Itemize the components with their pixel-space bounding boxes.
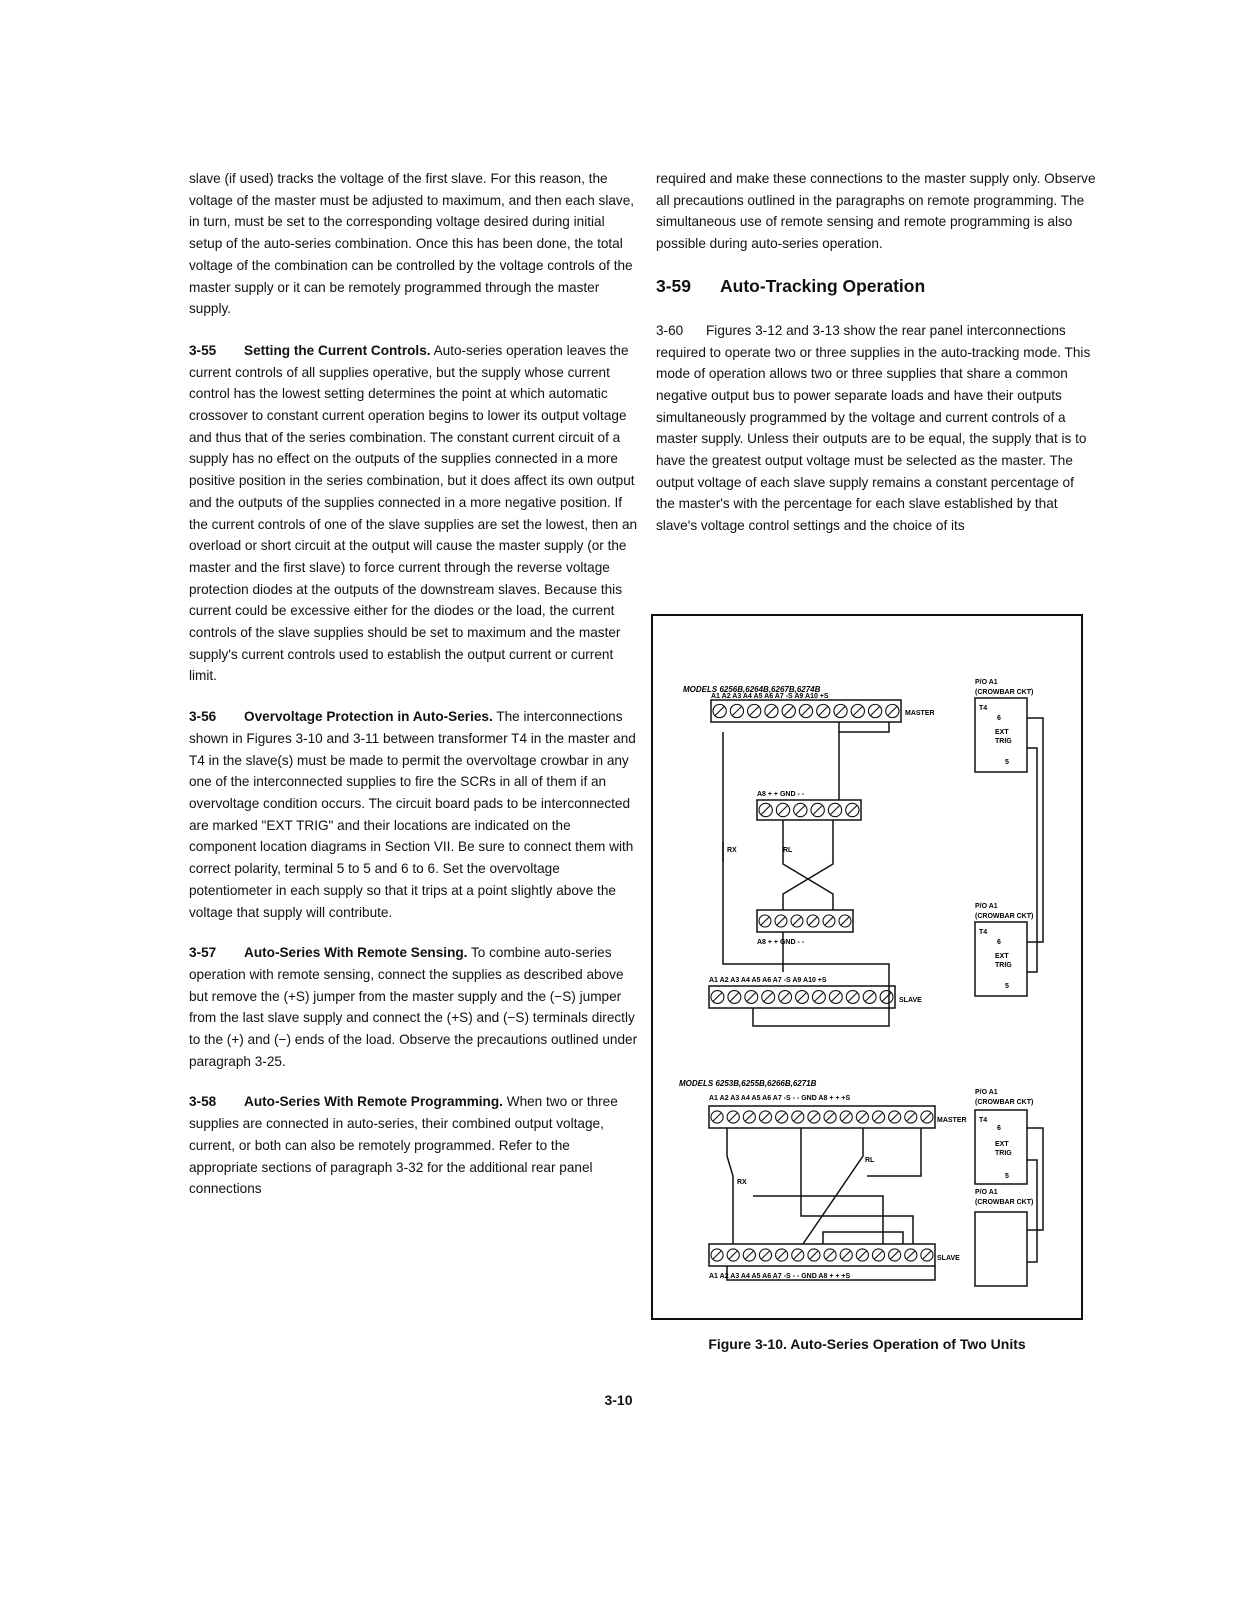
t4-label-2: T4 <box>979 929 988 936</box>
slave-label: SLAVE <box>899 997 922 1004</box>
terminal-screw-slot <box>810 1251 819 1260</box>
trig-label-3: TRIG <box>995 1150 1012 1157</box>
crowbar-label: (CROWBAR CKT) <box>975 689 1034 696</box>
terminal-screw-slot <box>747 992 756 1001</box>
bottom-rl-label: RL <box>865 1157 875 1164</box>
paragraph-3-55 <box>189 340 641 687</box>
ext-label-2: EXT <box>995 953 1009 960</box>
terminal-screw-slot <box>826 1251 835 1260</box>
paragraph-number: 3-58 <box>189 1094 217 1110</box>
paragraph-title: Auto-Series With Remote Programming. <box>244 1094 503 1110</box>
terminal-six-label-3: 6 <box>997 1125 1001 1132</box>
crowbar-label-4: (CROWBAR CKT) <box>975 1199 1034 1206</box>
terminal-screw-slot <box>713 1251 722 1260</box>
terminal-five-label-3: 5 <box>1005 1173 1009 1180</box>
terminal-screw-slot <box>729 1251 738 1260</box>
terminal-screw-slot <box>794 1113 803 1122</box>
paragraph-text: Figures 3-12 and 3-13 show the rear panel interconnections required to operate two or three supplies in the auto-tracking mode. This mode of operation allows two or three supplies that share a common negative output bus to power separate loads and have their outputs simultaneously programmed by the voltage and current controls of a master supply. Unless their outputs are to be equal, the supply that is to have the greatest output voltage must be selected as the master. The output voltage of each slave supply remains a constant percentage of the master's with the percentage for each slave established by that slave's voltage control settings and the choice of its <box>656 322 1091 534</box>
paragraph-text: Auto-series operation leaves the current controls of all supplies operative, but the supply whose current control has the lowest setting determines the point at which automatic crossover to constant current operation begins to lower its output voltage and thus that of the series combination. The constant current circuit of a supply has no effect on the outputs of the supplies connected in a more positive position in the series combination, but it does affect its own output and the outputs of the supplies connected in a more negative position. If the current controls of one of the slave supplies are set the lowest, then an overload or short circuit at the output will cause the master supply (or the master and the first slave) to force current through the reverse voltage protection diodes at the outputs of the downstream slaves. Because this current could be excessive either for the diodes or the load, the current controls of the slave supplies should be set to maximum and the master supply's current controls used to establish the output current or current limit. <box>189 342 638 684</box>
terminal-screw-slot <box>801 706 810 715</box>
terminal-screw-slot <box>848 805 857 814</box>
ext-label-3: EXT <box>995 1141 1009 1148</box>
t4-label-3: T4 <box>979 1117 988 1124</box>
terminal-screw-slot <box>874 1113 883 1122</box>
terminal-screw-slot <box>870 706 879 715</box>
terminal-screw-slot <box>858 1251 867 1260</box>
crowbar-label-2: (CROWBAR CKT) <box>975 913 1034 920</box>
terminal-screw-slot <box>761 917 769 925</box>
terminal-screw-slot <box>825 917 833 925</box>
slave-top-terminal-labels: A1 A2 A3 A4 A5 A6 A7 -S A9 A10 +S <box>709 977 827 984</box>
paragraph-3-60 <box>656 320 1096 537</box>
terminal-screw-slot <box>830 805 839 814</box>
left-column <box>189 168 641 1219</box>
terminal-five-label: 5 <box>1005 759 1009 766</box>
terminal-screw-slot <box>841 917 849 925</box>
paragraph-3-58 <box>189 1091 641 1200</box>
terminal-six-label: 6 <box>997 715 1001 722</box>
terminal-screw-slot <box>813 805 822 814</box>
mid-upper-terminal-labels: A8 + + GND - - <box>757 791 805 798</box>
terminal-screw-slot <box>923 1251 932 1260</box>
page-number: 3-10 <box>604 1392 633 1408</box>
crowbar-box-slave-bottom <box>975 1212 1027 1286</box>
paragraph-3-56 <box>189 706 641 923</box>
paragraph-title: Setting the Current Controls. <box>244 342 431 358</box>
terminal-screw-slot <box>784 706 793 715</box>
rl-label: RL <box>783 847 793 854</box>
terminal-screw-slot <box>732 706 741 715</box>
po-a1-label-3: P/O A1 <box>975 1089 998 1096</box>
bottom-models-label: MODELS 6253B,6255B,6266B,6271B <box>679 1079 817 1088</box>
right-column <box>656 168 1096 556</box>
terminal-screw-slot <box>761 1251 770 1260</box>
paragraph-number: 3-57 <box>189 945 217 961</box>
terminal-screw-slot <box>858 1113 867 1122</box>
terminal-screw-slot <box>730 992 739 1001</box>
terminal-screw-slot <box>874 1251 883 1260</box>
terminal-screw-slot <box>842 1113 851 1122</box>
terminal-screw-slot <box>865 992 874 1001</box>
trig-label: TRIG <box>995 738 1012 745</box>
section-number: 3-59 <box>656 275 692 296</box>
terminal-screw-slot <box>796 805 805 814</box>
terminal-screw-slot <box>923 1113 932 1122</box>
terminal-screw-slot <box>777 1113 785 1122</box>
paragraph-3-57 <box>189 942 641 1072</box>
terminal-screw-slot <box>745 1251 754 1260</box>
terminal-screw-slot <box>777 917 785 925</box>
terminal-screw-slot <box>848 992 857 1001</box>
po-a1-label-4: P/O A1 <box>975 1189 998 1196</box>
terminal-six-label-2: 6 <box>997 939 1001 946</box>
terminal-screw-slot <box>781 992 790 1001</box>
left-intro-paragraph: slave (if used) tracks the voltage of the first slave. For this reason, the voltage of the master must be adjusted to maximum, and then each slave, in turn, must be set to the corresponding voltage desired during initial setup of the auto-series combination. Once this has been done, the total voltage of the combination can be controlled by the voltage controls of the master supply or it can be remotely programmed through the master supply. <box>189 171 635 317</box>
bottom-slave-terminal-labels: A1 A2 A3 A4 A5 A6 A7 -S - - GND A8 + + +S <box>709 1273 851 1280</box>
terminal-screw-slot <box>831 992 840 1001</box>
terminal-screw-slot <box>713 992 722 1001</box>
terminal-screw-slot <box>890 1113 899 1122</box>
bottom-master-terminal-labels: A1 A2 A3 A4 A5 A6 A7 -S - - GND A8 + + +S <box>709 1095 851 1102</box>
terminal-screw-slot <box>750 706 759 715</box>
t4-label: T4 <box>979 705 988 712</box>
terminal-screw-slot <box>907 1251 916 1260</box>
terminal-screw-slot <box>842 1251 851 1260</box>
terminal-screw-slot <box>764 992 773 1001</box>
po-a1-label: P/O A1 <box>975 679 998 686</box>
terminal-screw-slot <box>907 1113 916 1122</box>
terminal-screw-slot <box>794 1251 803 1260</box>
paragraph-number: 3-60 <box>656 322 684 338</box>
terminal-screw-slot <box>767 706 776 715</box>
bottom-master-label: MASTER <box>937 1117 967 1124</box>
terminal-screw-slot <box>810 1113 819 1122</box>
terminal-screw-slot <box>793 917 801 925</box>
terminal-screw-slot <box>890 1251 899 1260</box>
figure-caption: Figure 3-10. Auto-Series Operation of Two Units <box>708 1336 1026 1352</box>
paragraph-text: To combine auto-series operation with remote sensing, connect the supplies as described above but remove the (+S) jumper from the master supply and the (−S) jumper from the last slave supply and connect the (+S) and (−S) terminals directly to the (+) and (−) ends of the load. Observe the precautions outlined under paragraph 3-25. <box>189 945 638 1069</box>
terminal-screw-slot <box>715 706 724 715</box>
wiring-diagram <box>653 616 1081 1318</box>
paragraph-number: 3-56 <box>189 709 217 725</box>
terminal-screw-slot <box>819 706 828 715</box>
terminal-screw-slot <box>761 1113 770 1122</box>
terminal-screw-slot <box>888 706 897 715</box>
terminal-five-label-2: 5 <box>1005 983 1009 990</box>
paragraph-text: The interconnections shown in Figures 3-10 and 3-11 between transformer T4 in the master and T4 in the slave(s) must be made to permit the overvoltage crowbar in any one of the interconnected supplies to fire the SCRs in all of them if an overvoltage condition occurs. The circuit board pads to be interconnected are marked "EXT TRIG" and their locations are indicated on the component location diagrams in Section VII. Be sure to connect them with correct polarity, terminal 5 to 5 and 6 to 6. Set the overvoltage potentiometer in each supply so that it trips at a point slightly above the voltage that supply will contribute. <box>189 709 636 920</box>
terminal-screw-slot <box>729 1113 738 1122</box>
master-label: MASTER <box>905 710 935 717</box>
bottom-slave-label: SLAVE <box>937 1255 960 1262</box>
terminal-screw-slot <box>777 1251 785 1260</box>
paragraph-number: 3-55 <box>189 342 217 358</box>
top-models-label: MODELS 6256B,6264B,6267B,6274B <box>683 685 821 694</box>
section-title: Auto-Tracking Operation <box>720 275 926 296</box>
mid-lower-terminal-labels: A8 + + GND - - <box>757 939 805 946</box>
paragraph-text: When two or three supplies are connected in auto-series, their combined output voltage, current, or both can also be remotely programmed. Refer to the appropriate sections of paragraph 3-32 for the additional rear panel connections <box>189 1094 618 1197</box>
terminal-screw-slot <box>809 917 817 925</box>
terminal-screw-slot <box>761 805 770 814</box>
terminal-screw-slot <box>778 805 787 814</box>
paragraph-title: Overvoltage Protection in Auto-Series. <box>244 709 493 725</box>
terminal-screw-slot <box>745 1113 754 1122</box>
ext-label: EXT <box>995 729 1009 736</box>
terminal-screw-slot <box>713 1113 722 1122</box>
section-heading <box>656 273 1096 299</box>
po-a1-label-2: P/O A1 <box>975 903 998 910</box>
terminal-screw-slot <box>797 992 806 1001</box>
trig-label-2: TRIG <box>995 962 1012 969</box>
paragraph-title: Auto-Series With Remote Sensing. <box>244 945 468 961</box>
crowbar-label-3: (CROWBAR CKT) <box>975 1099 1034 1106</box>
terminal-screw-slot <box>853 706 862 715</box>
terminal-screw-slot <box>826 1113 835 1122</box>
figure-3-10 <box>651 614 1083 1320</box>
bottom-rx-label: RX <box>737 1179 747 1186</box>
top-terminal-labels: A1 A2 A3 A4 A5 A6 A7 -S A9 A10 +S <box>711 693 829 700</box>
rx-label: RX <box>727 847 737 854</box>
right-intro-paragraph: required and make these connections to the master supply only. Observe all precautions outlined in the paragraphs on remote programming. The simultaneous use of remote sensing and remote programming is also possible during auto-series operation. <box>656 171 1096 252</box>
terminal-screw-slot <box>836 706 845 715</box>
terminal-screw-slot <box>814 992 823 1001</box>
